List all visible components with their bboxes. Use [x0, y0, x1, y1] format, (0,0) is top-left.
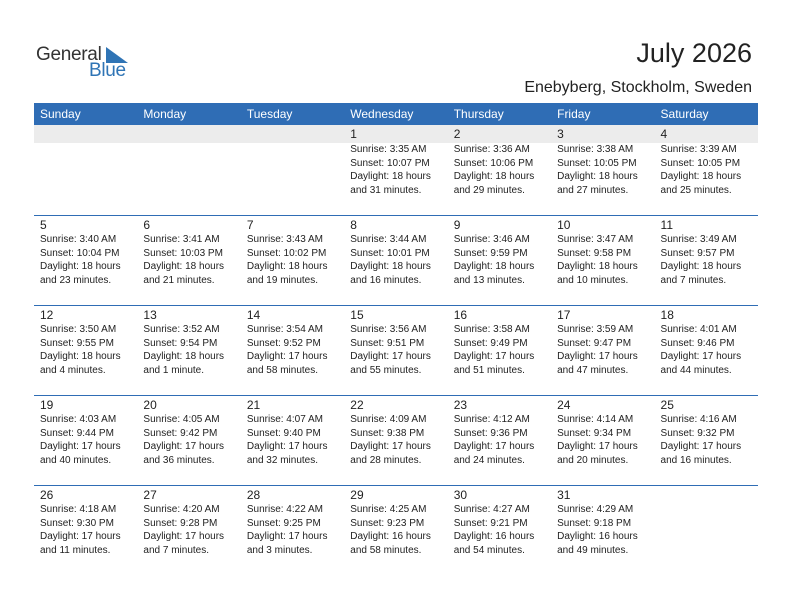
empty-day-cell — [137, 125, 240, 143]
daylight-minutes-text: and 25 minutes. — [660, 184, 732, 196]
daylight-minutes-text: and 49 minutes. — [557, 544, 629, 556]
sunrise-text: Sunrise: 3:59 AM — [557, 324, 634, 335]
day-cell — [551, 305, 654, 395]
sunset-text: Sunset: 9:54 PM — [143, 337, 218, 349]
day-cell — [241, 395, 344, 485]
daylight-minutes-text: and 7 minutes. — [143, 544, 210, 556]
calendar-week-row — [34, 125, 758, 215]
sunrise-text: Sunrise: 4:07 AM — [246, 414, 323, 425]
sunrise-text: Sunrise: 4:05 AM — [143, 414, 220, 425]
daylight-text: Daylight: 17 hours — [143, 441, 225, 452]
day-number: 2 — [448, 125, 551, 143]
daylight-text: Daylight: 17 hours — [350, 441, 431, 452]
day-number: 8 — [350, 218, 357, 232]
daylight-text: Daylight: 18 hours — [143, 351, 225, 362]
calendar-week-row — [34, 305, 758, 395]
sunset-text: Sunset: 9:55 PM — [40, 337, 114, 349]
sunset-text: Sunset: 9:57 PM — [660, 247, 735, 259]
sunset-text: Sunset: 9:40 PM — [246, 427, 321, 439]
calendar-week-row — [34, 395, 758, 485]
day-number: 23 — [453, 398, 468, 412]
calendar-week-row — [34, 215, 758, 305]
daylight-text: Daylight: 18 hours — [143, 261, 225, 272]
day-number: 4 — [655, 125, 758, 143]
daylight-text: Daylight: 17 hours — [453, 441, 535, 452]
sunrise-text: Sunrise: 4:01 AM — [660, 324, 737, 335]
daylight-minutes-text: and 13 minutes. — [453, 274, 525, 286]
sunrise-text: Sunrise: 3:38 AM — [557, 144, 634, 155]
day-cell — [655, 395, 758, 485]
daylight-minutes-text: and 27 minutes. — [557, 184, 629, 196]
sunset-text: Sunset: 9:58 PM — [557, 247, 632, 259]
daylight-minutes-text: and 11 minutes. — [40, 544, 111, 556]
day-number: 7 — [246, 218, 254, 232]
day-number: 6 — [143, 218, 151, 232]
sunset-text: Sunset: 9:59 PM — [453, 247, 528, 259]
calendar-weeks — [34, 125, 758, 575]
daylight-minutes-text: and 29 minutes. — [453, 184, 525, 196]
daylight-text: Daylight: 18 hours — [40, 351, 121, 362]
logo-word-blue: Blue — [89, 60, 126, 81]
day-number: 18 — [660, 308, 674, 322]
weekday-header: Wednesday — [350, 107, 414, 121]
sunset-text: Sunset: 9:44 PM — [40, 427, 114, 439]
daylight-text: Daylight: 18 hours — [557, 261, 638, 272]
sunset-text: Sunset: 10:04 PM — [40, 247, 120, 259]
daylight-text: Daylight: 18 hours — [453, 171, 535, 182]
daylight-minutes-text: and 24 minutes. — [453, 454, 525, 466]
daylight-text: Daylight: 17 hours — [246, 441, 328, 452]
daylight-text: Daylight: 18 hours — [246, 261, 328, 272]
weekday-header: Friday — [557, 107, 591, 121]
sunrise-text: Sunrise: 4:27 AM — [453, 504, 530, 515]
day-number: 9 — [453, 218, 461, 232]
weekday-header: Monday — [143, 107, 187, 121]
day-cell — [448, 215, 551, 305]
day-cell — [344, 125, 447, 215]
sunset-text: Sunset: 9:38 PM — [350, 427, 425, 439]
sunset-text: Sunset: 9:49 PM — [453, 337, 528, 349]
sunrise-text: Sunrise: 3:52 AM — [143, 324, 220, 335]
sunset-text: Sunset: 9:34 PM — [557, 427, 632, 439]
sunrise-text: Sunrise: 3:41 AM — [143, 234, 220, 245]
day-cell — [655, 305, 758, 395]
sunset-text: Sunset: 10:06 PM — [453, 157, 534, 169]
daylight-text: Daylight: 17 hours — [40, 441, 121, 452]
sunrise-text: Sunrise: 3:54 AM — [246, 324, 323, 335]
daylight-text: Daylight: 18 hours — [350, 171, 431, 182]
sunrise-text: Sunrise: 4:22 AM — [246, 504, 323, 515]
daylight-minutes-text: and 36 minutes. — [143, 454, 215, 466]
sunrise-text: Sunrise: 4:12 AM — [453, 414, 530, 425]
sunset-text: Sunset: 9:32 PM — [660, 427, 735, 439]
weekday-header: Saturday — [660, 107, 709, 121]
daylight-minutes-text: and 23 minutes. — [40, 274, 112, 286]
daylight-minutes-text: and 1 minute. — [143, 364, 205, 376]
sunrise-text: Sunrise: 3:36 AM — [453, 144, 530, 155]
sunset-text: Sunset: 10:02 PM — [246, 247, 327, 259]
sunset-text: Sunset: 10:05 PM — [557, 157, 637, 169]
daylight-text: Daylight: 18 hours — [557, 171, 638, 182]
day-number: 12 — [40, 308, 54, 322]
daylight-minutes-text: and 19 minutes. — [246, 274, 319, 286]
empty-day-cell — [241, 125, 344, 143]
day-cell — [344, 485, 447, 575]
sunrise-text: Sunrise: 4:09 AM — [350, 414, 427, 425]
sunrise-text: Sunrise: 4:20 AM — [143, 504, 220, 515]
day-cell — [137, 395, 240, 485]
daylight-text: Daylight: 18 hours — [660, 171, 742, 182]
day-number: 24 — [557, 398, 571, 412]
empty-day-cell — [34, 125, 137, 143]
sunrise-text: Sunrise: 4:18 AM — [40, 504, 117, 515]
daylight-text: Daylight: 17 hours — [660, 441, 742, 452]
day-cell — [551, 395, 654, 485]
empty-day-cell — [655, 485, 758, 575]
day-number: 11 — [660, 218, 673, 232]
sunset-text: Sunset: 9:42 PM — [143, 427, 218, 439]
daylight-text: Daylight: 17 hours — [557, 441, 638, 452]
daylight-text: Daylight: 16 hours — [557, 531, 638, 542]
daylight-minutes-text: and 28 minutes. — [350, 454, 422, 466]
day-number: 10 — [557, 218, 571, 232]
day-number: 27 — [143, 488, 157, 502]
day-cell — [344, 395, 447, 485]
day-cell — [448, 125, 551, 215]
day-number: 30 — [453, 488, 468, 502]
day-cell — [448, 305, 551, 395]
day-number: 3 — [551, 125, 654, 143]
sunset-text: Sunset: 9:46 PM — [660, 337, 735, 349]
location-label: Enebyberg, Stockholm, Sweden — [524, 79, 752, 96]
daylight-text: Daylight: 17 hours — [40, 531, 121, 542]
weekday-header: Sunday — [40, 107, 81, 121]
sunset-text: Sunset: 9:30 PM — [40, 517, 114, 529]
daylight-text: Daylight: 18 hours — [350, 261, 431, 272]
day-number: 1 — [344, 125, 447, 143]
sunrise-text: Sunrise: 3:56 AM — [350, 324, 427, 335]
daylight-text: Daylight: 17 hours — [246, 531, 328, 542]
weekday-header: Thursday — [453, 107, 504, 121]
day-cell — [137, 305, 240, 395]
daylight-text: Daylight: 17 hours — [557, 351, 638, 362]
day-number: 26 — [40, 488, 54, 502]
weekday-header-row — [34, 103, 758, 125]
day-number: 5 — [40, 218, 47, 232]
daylight-minutes-text: and 47 minutes. — [557, 364, 629, 376]
sunrise-text: Sunrise: 4:29 AM — [557, 504, 634, 515]
day-number: 17 — [557, 308, 571, 322]
day-cell — [241, 485, 344, 575]
day-cell — [34, 485, 137, 575]
daylight-minutes-text: and 51 minutes. — [453, 364, 525, 376]
sunrise-text: Sunrise: 3:49 AM — [660, 234, 737, 245]
day-cell — [137, 485, 240, 575]
sunset-text: Sunset: 9:52 PM — [246, 337, 321, 349]
day-cell — [551, 215, 654, 305]
sunset-text: Sunset: 10:07 PM — [350, 157, 430, 169]
daylight-minutes-text: and 44 minutes. — [660, 364, 732, 376]
logo-word-general: General — [36, 44, 102, 65]
sunrise-text: Sunrise: 4:14 AM — [557, 414, 634, 425]
daylight-minutes-text: and 21 minutes. — [143, 274, 215, 286]
day-number: 19 — [40, 398, 54, 412]
day-number: 29 — [350, 488, 364, 502]
day-number: 25 — [660, 398, 674, 412]
sunset-text: Sunset: 10:05 PM — [660, 157, 741, 169]
daylight-minutes-text: and 32 minutes. — [246, 454, 319, 466]
daylight-minutes-text: and 58 minutes. — [350, 544, 422, 556]
sunrise-text: Sunrise: 3:47 AM — [557, 234, 634, 245]
sunrise-text: Sunrise: 3:43 AM — [246, 234, 323, 245]
daylight-minutes-text: and 4 minutes. — [40, 364, 106, 376]
sunrise-text: Sunrise: 4:03 AM — [40, 414, 117, 425]
day-number: 15 — [350, 308, 364, 322]
day-cell — [655, 125, 758, 215]
day-number: 28 — [246, 488, 261, 502]
daylight-text: Daylight: 16 hours — [350, 531, 431, 542]
sunrise-text: Sunrise: 4:16 AM — [660, 414, 737, 425]
sunset-text: Sunset: 10:03 PM — [143, 247, 223, 259]
sunset-text: Sunset: 9:51 PM — [350, 337, 425, 349]
day-number: 31 — [557, 488, 571, 502]
day-cell — [241, 215, 344, 305]
daylight-text: Daylight: 17 hours — [246, 351, 328, 362]
day-number: 16 — [453, 308, 468, 322]
day-cell — [448, 485, 551, 575]
sunrise-text: Sunrise: 3:44 AM — [350, 234, 427, 245]
sunset-text: Sunset: 9:21 PM — [453, 517, 528, 529]
calendar-grid — [34, 103, 758, 575]
daylight-text: Daylight: 17 hours — [453, 351, 535, 362]
page-title: July 2026 — [636, 38, 752, 68]
generalblue-logo — [36, 44, 136, 80]
calendar-week-row — [34, 485, 758, 575]
day-cell — [34, 305, 137, 395]
day-cell — [344, 305, 447, 395]
daylight-minutes-text: and 54 minutes. — [453, 544, 525, 556]
day-number: 21 — [246, 398, 261, 412]
day-cell — [34, 395, 137, 485]
day-cell — [241, 305, 344, 395]
sunset-text: Sunset: 9:36 PM — [453, 427, 528, 439]
daylight-minutes-text: and 10 minutes. — [557, 274, 629, 286]
daylight-text: Daylight: 17 hours — [660, 351, 742, 362]
day-cell — [137, 215, 240, 305]
daylight-text: Daylight: 18 hours — [453, 261, 535, 272]
daylight-text: Daylight: 18 hours — [660, 261, 742, 272]
sunset-text: Sunset: 9:28 PM — [143, 517, 218, 529]
day-cell — [551, 485, 654, 575]
sunrise-text: Sunrise: 3:46 AM — [453, 234, 530, 245]
daylight-text: Daylight: 17 hours — [350, 351, 431, 362]
sunrise-text: Sunrise: 3:35 AM — [350, 144, 427, 155]
sunrise-text: Sunrise: 3:50 AM — [40, 324, 117, 335]
daylight-minutes-text: and 31 minutes. — [350, 184, 422, 196]
sunset-text: Sunset: 9:18 PM — [557, 517, 632, 529]
weekday-header: Tuesday — [246, 107, 293, 121]
daylight-text: Daylight: 17 hours — [143, 531, 225, 542]
day-number: 20 — [143, 398, 157, 412]
sunset-text: Sunset: 10:01 PM — [350, 247, 430, 259]
day-cell — [34, 215, 137, 305]
sunset-text: Sunset: 9:25 PM — [246, 517, 321, 529]
sunrise-text: Sunrise: 3:58 AM — [453, 324, 530, 335]
daylight-minutes-text: and 40 minutes. — [40, 454, 112, 466]
daylight-text: Daylight: 16 hours — [453, 531, 535, 542]
day-cell — [655, 215, 758, 305]
sunset-text: Sunset: 9:23 PM — [350, 517, 425, 529]
daylight-minutes-text: and 16 minutes. — [660, 454, 732, 466]
daylight-minutes-text: and 20 minutes. — [557, 454, 629, 466]
daylight-text: Daylight: 18 hours — [40, 261, 121, 272]
sunrise-text: Sunrise: 4:25 AM — [350, 504, 427, 515]
day-cell — [551, 125, 654, 215]
day-number: 22 — [350, 398, 364, 412]
daylight-minutes-text: and 16 minutes. — [350, 274, 422, 286]
daylight-minutes-text: and 7 minutes. — [660, 274, 727, 286]
sunrise-text: Sunrise: 3:39 AM — [660, 144, 737, 155]
day-cell — [344, 215, 447, 305]
day-number: 13 — [143, 308, 157, 322]
daylight-minutes-text: and 55 minutes. — [350, 364, 422, 376]
sunrise-text: Sunrise: 3:40 AM — [40, 234, 117, 245]
sunset-text: Sunset: 9:47 PM — [557, 337, 632, 349]
day-number: 14 — [246, 308, 261, 322]
day-cell — [448, 395, 551, 485]
daylight-minutes-text: and 58 minutes. — [246, 364, 319, 376]
daylight-minutes-text: and 3 minutes. — [246, 544, 313, 556]
